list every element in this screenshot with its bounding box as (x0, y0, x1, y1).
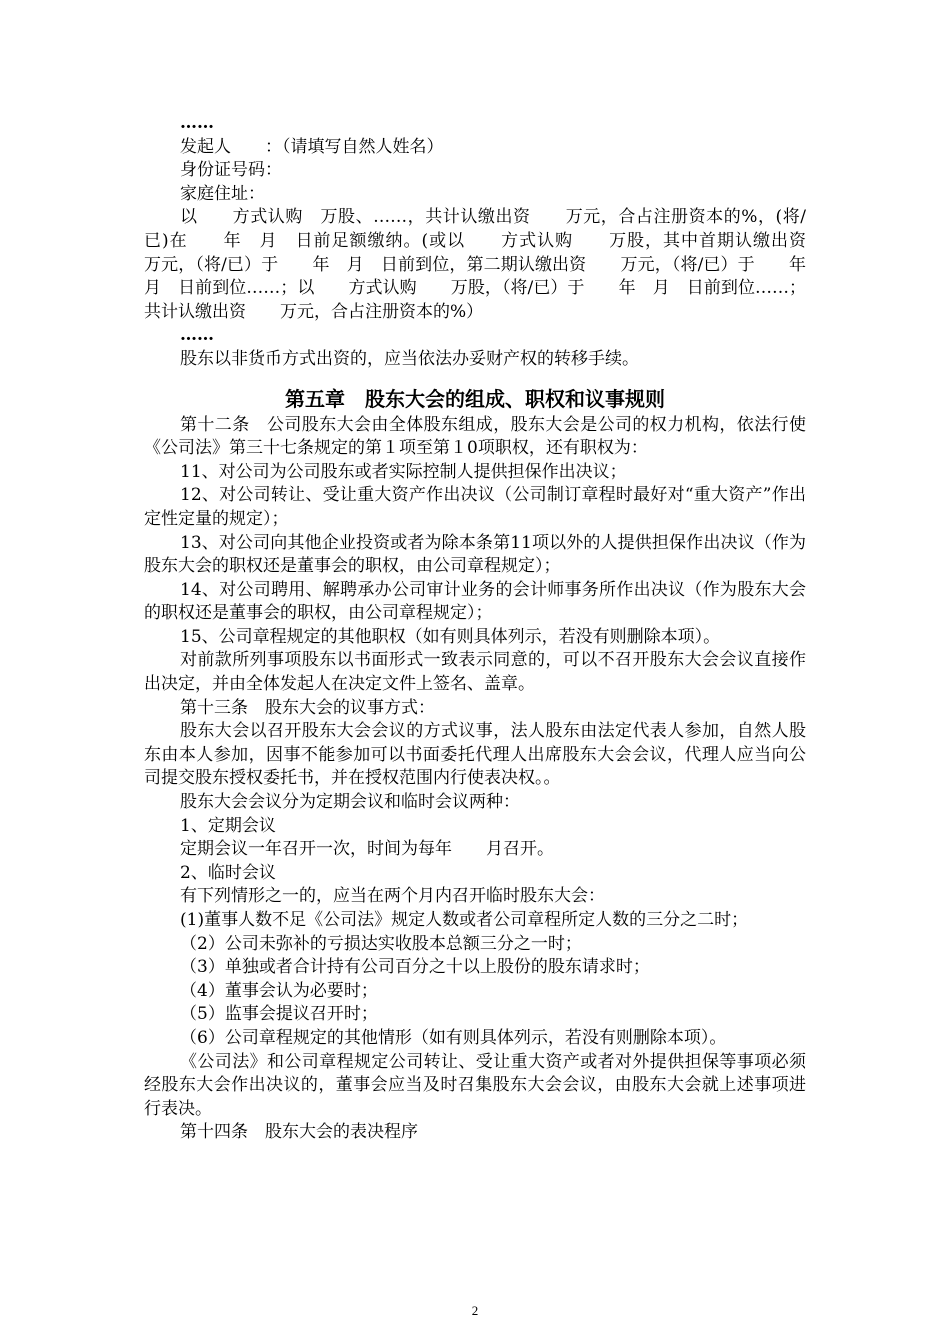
power-item-12: 12、对公司转让、受让重大资产作出决议（公司制订章程时最好对“重大资产”作出定性定量的规定）； (144, 485, 806, 529)
article-12: 第十二条 公司股东大会由全体股东组成，股东大会是公司的权力机构，依法行使《公司法》第三十七条规定的第１项至第１0项职权，还有职权为： (144, 414, 806, 459)
interim-condition-1: (1)董事人数不足《公司法》规定人数或者公司章程所定人数的三分之二时； (180, 910, 749, 930)
non-monetary-contribution-paragraph: 股东以非货币方式出资的，应当依法办妥财产权的转移手续。 (180, 348, 639, 369)
power-item-15: 15、公司章程规定的其他职权（如有则具体列示，若没有则删除本项）。 (180, 626, 721, 647)
interim-condition-2: （2）公司未弥补的亏损达实收股本总额三分之一时； (180, 933, 582, 954)
interim-meeting-intro: 有下列情形之一的，应当在两个月内召开临时股东大会： (180, 886, 605, 907)
power-item-13: 13、对公司向其他企业投资或者为除本条第11项以外的人提供担保作出决议（作为股东大会的职权还是董事会的职权，由公司章程规定）； (144, 532, 806, 577)
founder-name-line: 发起人 ：（请填写自然人姓名） (180, 136, 444, 157)
id-number-line: 身份证号码： (180, 160, 282, 181)
interim-condition-4: （4）董事会认为必要时； (180, 980, 378, 1001)
document-body (144, 112, 840, 1145)
chapter-title: 第五章 股东大会的组成、职权和议事规则 (285, 386, 665, 411)
power-item-14: 14、对公司聘用、解聘承办公司审计业务的会计师事务所作出决议（作为股东大会的职权还是董事会的职权，由公司章程规定）； (144, 579, 806, 624)
interim-condition-3: （3）单独或者合计持有公司百分之十以上股份的股东请求时； (180, 957, 650, 978)
subscription-paragraph: 以 方式认购 万股、……，共计认缴出资 万元，合占注册资本的%，(将/已)在 年 月 日前足额缴纳。(或以 方式认购 万股，其中首期认缴出资 万元，（将/已）于 年 月 日前到位，第二期认缴出资 万元，（将/已）于 年 月 日前到位……；以 方式认购 万股，（将/已）于 年 月 日前到位……；共计认缴出资 万元，合占注册资本的%） (144, 207, 840, 322)
interim-meeting-heading: 2、临时会议 (180, 862, 276, 883)
home-address-line: 家庭住址： (180, 183, 265, 204)
ellipsis-top: …… (180, 113, 214, 133)
ellipsis-bottom: …… (180, 325, 214, 346)
written-consent-paragraph: 对前款所列事项股东以书面形式一致表示同意的，可以不召开股东大会会议直接作出决定，并由全体发起人在决定文件上签名、盖章。 (144, 650, 806, 695)
regular-meeting-paragraph: 定期会议一年召开一次，时间为每年 月召开。 (180, 839, 554, 860)
meeting-method-paragraph: 股东大会以召开股东大会会议的方式议事，法人股东由法定代表人参加，自然人股东由本人参加，因事不能参加可以书面委托代理人出席股东大会会议，代理人应当向公司提交股东授权委托书，并在授权范围内行使表决权。。 (144, 721, 806, 789)
article-14: 第十四条 股东大会的表决程序 (180, 1122, 418, 1143)
article-13: 第十三条 股东大会的议事方式： (180, 697, 435, 718)
regular-meeting-heading: 1、定期会议 (180, 815, 276, 836)
power-item-11: 11、对公司为公司股东或者实际控制人提供担保作出决议； (180, 461, 627, 482)
major-asset-resolution-paragraph: 《公司法》和公司章程规定公司转让、受让重大资产或者对外提供担保等事项必须经股东大会作出决议的，董事会应当及时召集股东大会会议，由股东大会就上述事项进行表决。 (144, 1051, 806, 1119)
meeting-types-paragraph: 股东大会会议分为定期会议和临时会议两种： (180, 792, 520, 813)
interim-condition-6: （6）公司章程规定的其他情形（如有则具体列示，若没有则删除本项）。 (180, 1027, 727, 1048)
page-number: 2 (471, 1303, 479, 1318)
interim-condition-5: （5）监事会提议召开时； (180, 1004, 378, 1025)
